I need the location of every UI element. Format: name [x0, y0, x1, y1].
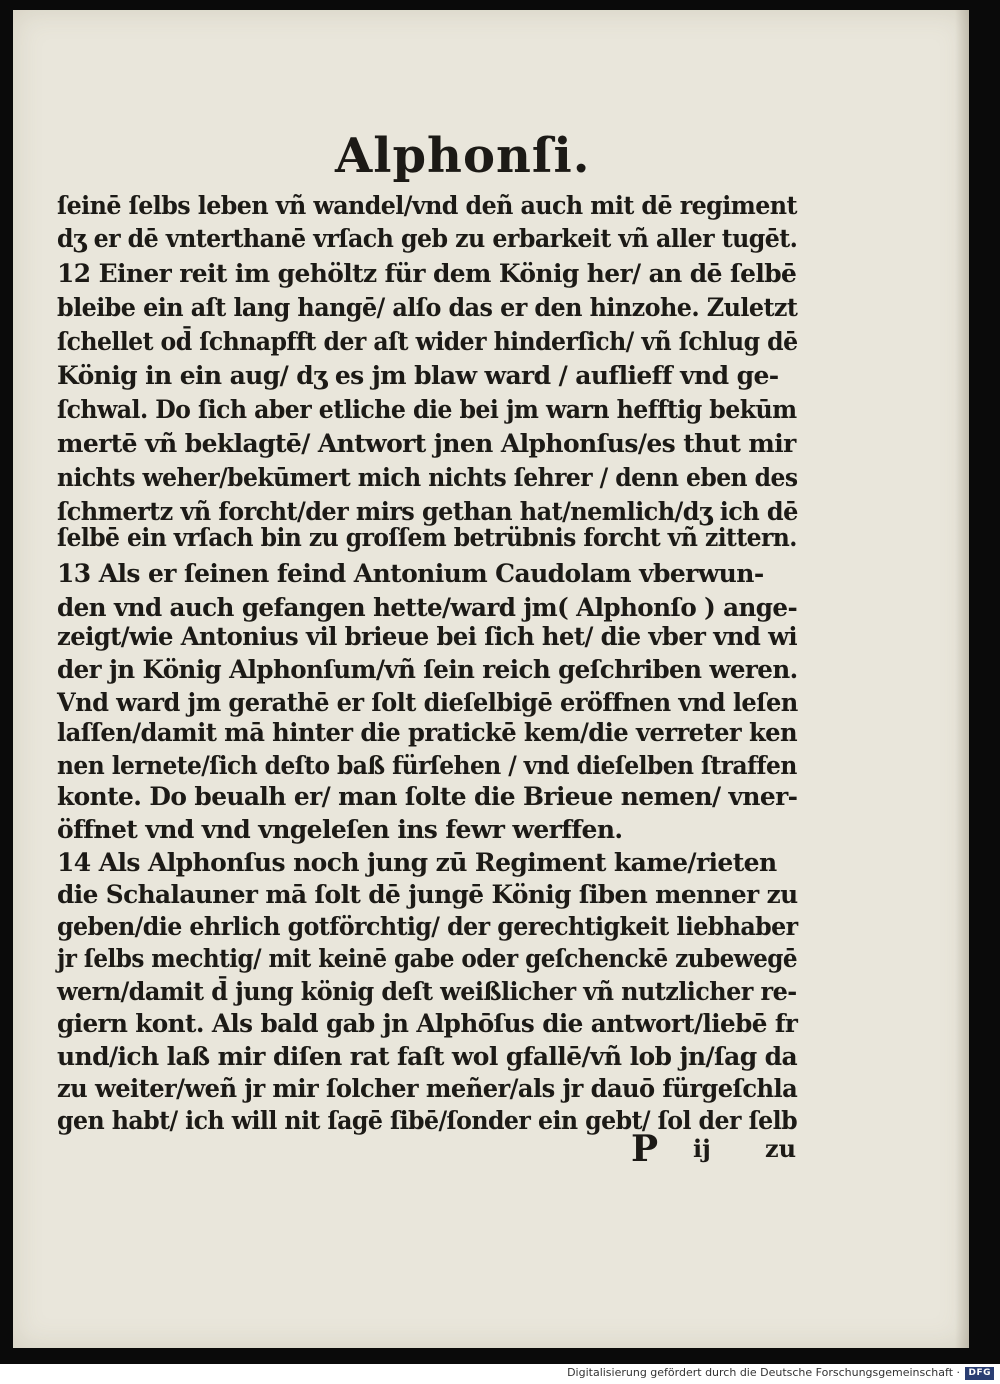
text-line: mertē vñ beklagtē/ Antwort jnen Alphonſus/es thut mir — [57, 429, 796, 458]
text-line: ſchellet od̄ ſchnapfft der aſt wider hinderſich/ vñ ſchlug dē — [57, 327, 798, 356]
text-line: ſeinē ſelbs leben vñ wandel/vnd deñ auch mit dē regiment — [57, 191, 797, 220]
catchword: zu — [765, 1134, 797, 1163]
text-line: zeigt/wie Antonius vil brieue bei ſich het/ die vber vnd wi — [57, 622, 798, 651]
text-line: bleibe ein aſt lang hangē/ alſo das er den hinzohe. Zuletzt — [57, 293, 798, 322]
text-line: nichts weher/bekūmert mich nichts ſehrer / denn eben des — [57, 463, 798, 492]
text-line: König in ein aug/ dʒ es jm blaw ward / auflieff vnd ge- — [57, 361, 779, 390]
text-line: nen lernete/ſich deſto baß fürſehen / vnd dieſelben ſtraffen — [57, 751, 797, 780]
signature-number: ij — [693, 1134, 711, 1163]
text-line: wern/damit d̄ jung könig deſt weißlicher vñ nutzlicher re- — [57, 977, 797, 1006]
text-line: laſſen/damit mā hinter die pratickē kem/die verreter ken — [57, 718, 798, 747]
text-line: jr ſelbs mechtig/ mit keinē gabe oder geſchenckē zubewegē — [57, 944, 798, 973]
text-line: ſelbē ein vrſach bin zu groſſem betrübnis forcht vñ zittern. — [57, 523, 797, 552]
text-line: zu weiter/weñ jr mir ſolcher meñer/als jr dauō fürgeſchla — [57, 1074, 798, 1103]
text-line: ſchmertz vñ forcht/der mirs gethan hat/nemlich/dʒ ich dē — [57, 497, 798, 526]
text-line: ſchwal. Do ſich aber etliche die bei jm warn hefftig bekūm — [57, 395, 797, 424]
text-line: 14 Als Alphonſus noch jung zū Regiment kame/rieten — [57, 848, 777, 877]
text-line: und/ich laß mir diſen rat faſt wol gfallē/vñ lob jn/ſag da — [57, 1042, 798, 1071]
text-line: der jn König Alphonſum/vñ ſein reich geſchriben weren. — [57, 655, 798, 684]
text-line: 12 Einer reit im gehöltz für dem König her/ an dē ſelbē — [57, 259, 797, 288]
text-line: die Schalauner mā ſolt dē jungē König ſiben menner zu — [57, 880, 798, 909]
text-line: konte. Do beualh er/ man ſolte die Brieue nemen/ vner- — [57, 782, 798, 811]
text-line: gen habt/ ich will nit ſagē ſibē/ſonder ein gebt/ ſol der ſelb — [57, 1106, 798, 1135]
dfg-logo: DFG — [965, 1367, 994, 1380]
text-line: geben/die ehrlich gotförchtig/ der gerechtigkeit liebhaber — [57, 912, 798, 941]
text-line: den vnd auch gefangen hette/ward jm( Alphonſo ) ange- — [57, 593, 798, 622]
footer-bar — [0, 1364, 1000, 1384]
text-line: öffnet vnd vnd vngeleſen ins fewr werffen. — [57, 815, 623, 844]
text-line: 13 Als er ſeinen feind Antonium Caudolam vberwun- — [57, 559, 764, 588]
text-line: Vnd ward jm gerathē er ſolt dieſelbigē eröffnen vnd leſen — [57, 688, 798, 717]
funding-credit: Digitalisierung gefördert durch die Deutsche Forschungsgemeinschaft · — [567, 1366, 960, 1379]
book-page — [13, 10, 969, 1348]
running-head: Alphonſi. — [335, 128, 591, 184]
text-line: dʒ er dē vnterthanē vrſach geb zu erbarkeit vñ aller tugēt. — [57, 224, 798, 253]
text-line: giern kont. Als bald gab jn Alphōſus die antwort/liebē fr — [57, 1009, 798, 1038]
signature-letter: P — [631, 1128, 659, 1170]
text-block — [13, 10, 969, 1348]
